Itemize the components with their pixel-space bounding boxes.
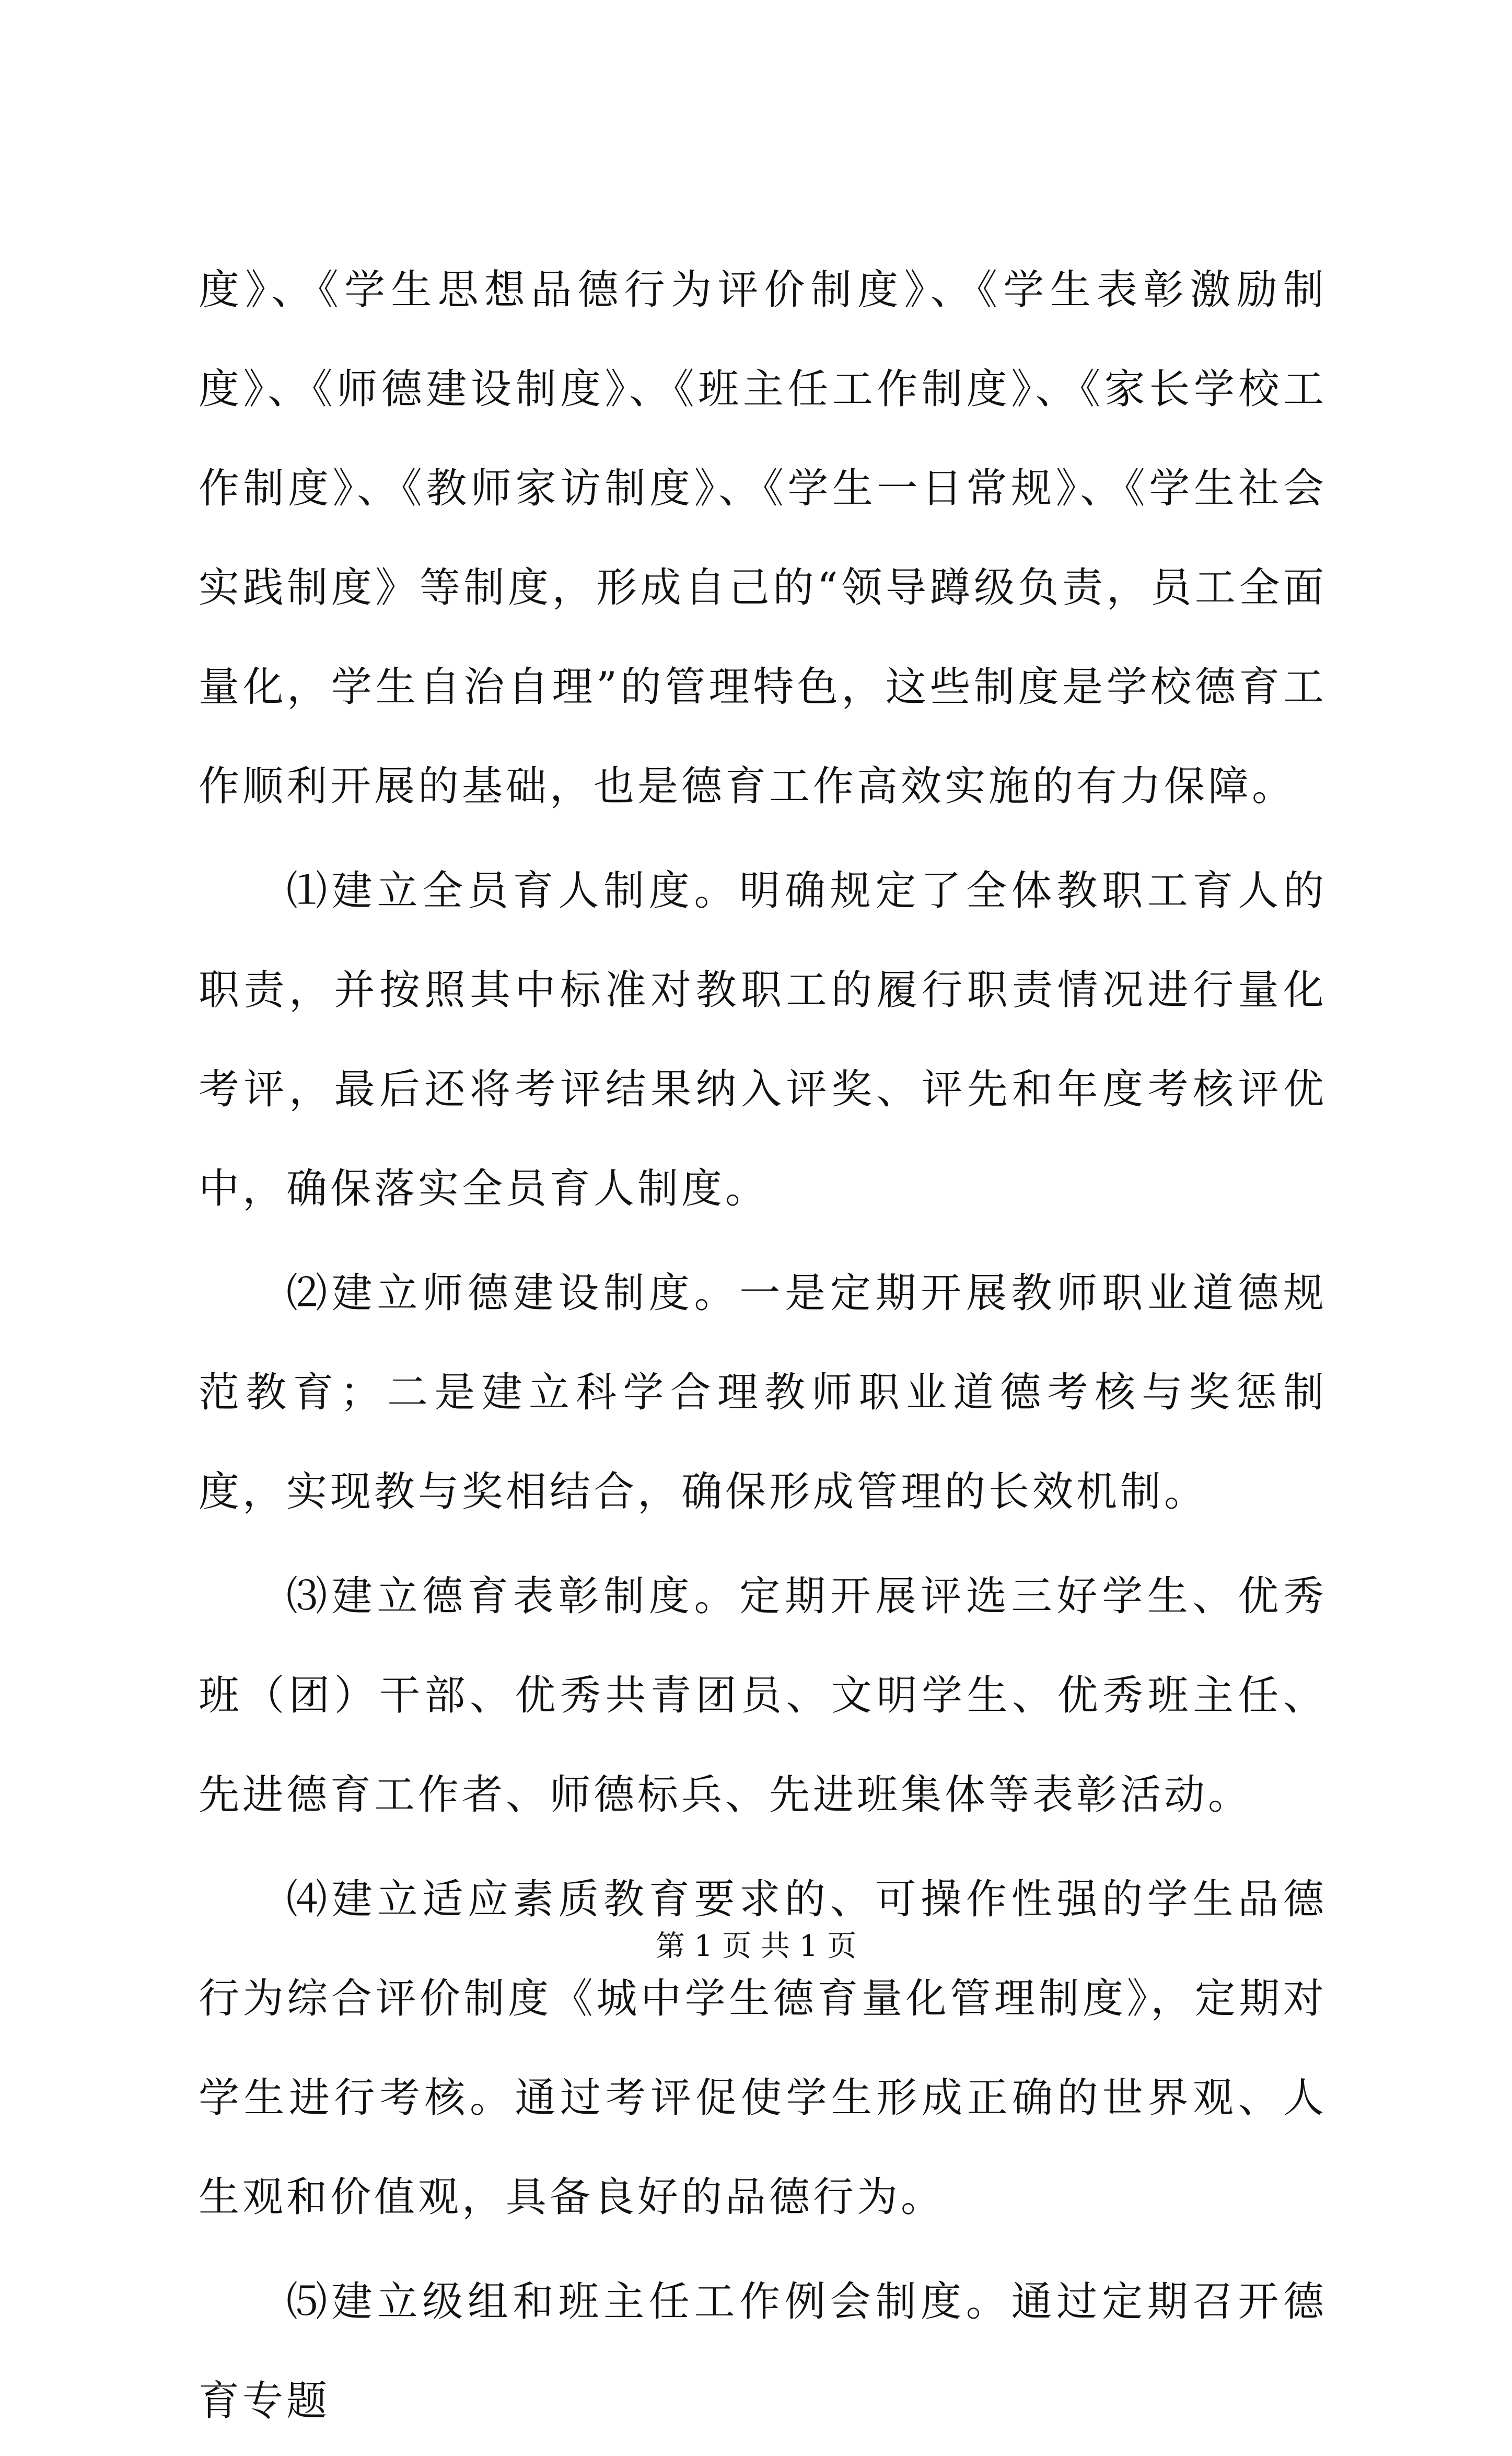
paragraph-item-2: ⑵建立师德建设制度。一是定期开展教师职业道德规范教育；二是建立科学合理教师职业道德考核与奖惩制度，实现教与奖相结合，确保形成管理的长效机制。	[199, 1270, 1327, 1515]
page-footer: 第 1 页 共 1 页	[655, 1929, 857, 1963]
paragraph-item-4: ⑷建立适应素质教育要求的、可操作性强的学生品德行为综合评价制度《城中学生德育量化管理制度》，定期对学生进行考核。通过考评促使学生形成正确的世界观、人生观和价值观，具备良好的品德行为。	[199, 1876, 1327, 2221]
paragraph-item-1: ⑴建立全员育人制度。明确规定了全体教职工育人的职责，并按照其中标准对教职工的履行职责情况进行量化考评，最后还将考评结果纳入评奖、评先和年度考核评优中，确保落实全员育人制度。	[199, 867, 1327, 1212]
document-body	[199, 240, 1327, 2456]
paragraph-item-3: ⑶建立德育表彰制度。定期开展评选三好学生、优秀班（团）干部、优秀共青团员、文明学生、优秀班主任、先进德育工作者、师德标兵、先进班集体等表彰活动。	[199, 1573, 1327, 1818]
paragraph-item-5: ⑸建立级组和班主任工作例会制度。通过定期召开德育专题	[199, 2278, 1327, 2425]
paragraph-continuation: 度》、《学生思想品德行为评价制度》、《学生表彰激励制度》、《师德建设制度》、《班主任工作制度》、《家长学校工作制度》、《教师家访制度》、《学生一日常规》、《学生社会实践制度》等制度，形成自己的“领导蹲级负责，员工全面量化，学生自治自理”的管理特色，这些制度是学校德育工作顺利开展的基础，也是德育工作高效实施的有力保障。	[199, 267, 1327, 810]
